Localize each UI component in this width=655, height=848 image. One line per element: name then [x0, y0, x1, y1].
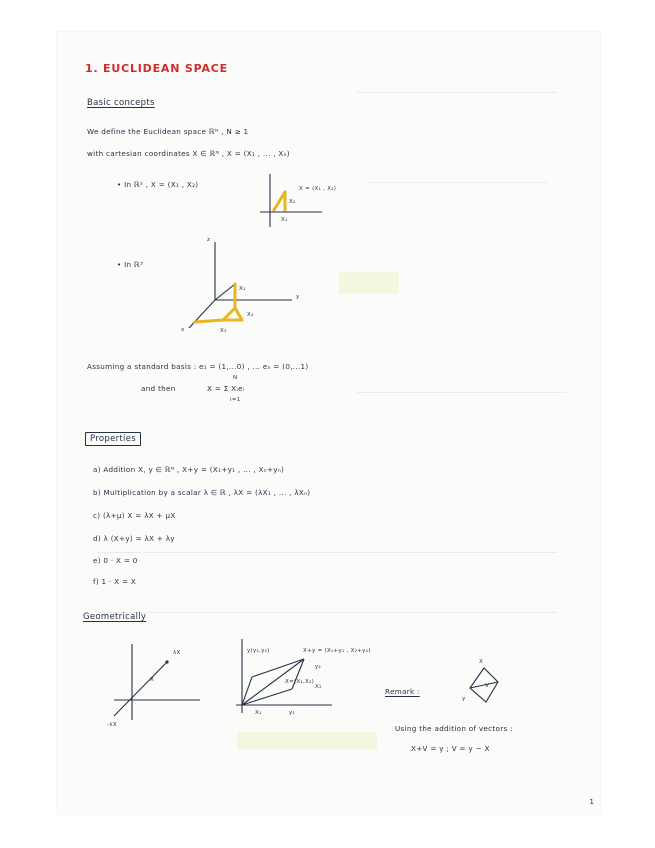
- page-number: 1: [589, 798, 594, 806]
- vector-x-label: X: [150, 677, 155, 683]
- difference-equations: X+V = y ; V = y − X: [411, 744, 490, 753]
- property-f: f) 1 · X = X: [93, 577, 137, 586]
- coordinates-line: with cartesian coordinates X ∈ ℝᴺ , X = (X₁ , ... , Xₙ): [87, 149, 290, 158]
- page-title: 1. EUCLIDEAN SPACE: [85, 62, 228, 75]
- r2-x1-label: X₁: [281, 217, 288, 223]
- sum-vector-label: X+y = (X₁+y₁ , X₂+y₂): [303, 648, 371, 654]
- r3-x2-label: X₂: [247, 312, 254, 318]
- y2-label: y₂: [315, 664, 322, 670]
- bleed-line: [357, 392, 567, 393]
- property-c: c) (λ+μ) X = λX + μX: [93, 511, 176, 520]
- remark-v-label: V: [485, 683, 490, 689]
- neg-lambda-x-label: -λX: [107, 722, 117, 728]
- sum-upper-limit: N: [233, 375, 238, 381]
- property-b: b) Multiplication by a scalar λ ∈ ℝ , λX = (λX₁ , ... , λXₙ): [93, 488, 311, 497]
- r3-line: • In ℝ³: [117, 260, 144, 269]
- sum-lower-limit: i=1: [230, 397, 241, 403]
- x2-label: X₂: [315, 684, 322, 690]
- and-then-label: and then: [141, 384, 176, 393]
- bleed-line: [367, 182, 547, 183]
- r3-x3-label: X₃: [220, 328, 227, 334]
- x1-tick-label: X₁: [255, 710, 262, 716]
- remark-x-label: X: [479, 659, 484, 665]
- bleed-highlight: [237, 732, 377, 750]
- bleed-line: [97, 612, 557, 613]
- r3-x-label: x: [181, 327, 185, 333]
- remark-label: Remark :: [385, 687, 420, 696]
- property-a: a) Addition X, y ∈ ℝᴺ , X+y = (X₁+y₁ , ... , Xₙ+yₙ): [93, 465, 285, 474]
- y1-tick-label: y₁: [289, 710, 296, 716]
- notebook-page: [57, 32, 600, 814]
- property-e: e) 0 · X = 0: [93, 556, 138, 565]
- remark-diagram: [462, 662, 502, 707]
- property-d: d) λ (X+y) = λX + λy: [93, 534, 175, 543]
- scalar-diagram: [112, 642, 202, 722]
- r3-diagram: [187, 240, 307, 340]
- r2-x2-label: X₂: [289, 199, 296, 205]
- bleed-line: [97, 552, 557, 553]
- r3-z-label: z: [207, 237, 211, 243]
- r3-x1-label: X₁: [239, 286, 246, 292]
- x-point-label: X=(X₁,X₂): [285, 679, 315, 685]
- r3-y-label: y: [296, 294, 300, 300]
- r2-point-label: X = (X₁ , X₂): [299, 186, 337, 192]
- section-heading-properties: Properties: [85, 432, 141, 446]
- bleed-line: [357, 92, 557, 93]
- definition-line: We define the Euclidean space ℝᴺ , N ≥ 1: [87, 127, 249, 136]
- basis-line: Assuming a standard basis : e₁ = (1,...0) , ... eₙ = (0,...1): [87, 362, 309, 371]
- r2-diagram: [252, 172, 342, 232]
- lambda-x-label: λX: [173, 650, 181, 656]
- sum-expression: X = Σ Xᵢeᵢ: [207, 384, 245, 393]
- section-heading-basic: Basic concepts: [87, 98, 155, 108]
- section-heading-geometrically: Geometrically: [83, 612, 147, 622]
- bleed-highlight: [339, 272, 399, 294]
- r2-line: • In ℝ² , X = (X₁ , X₂): [117, 180, 199, 189]
- using-addition-line: Using the addition of vectors :: [395, 724, 513, 733]
- remark-y-label: y: [462, 696, 466, 702]
- y-vector-label: y(y₁,y₂): [247, 648, 270, 654]
